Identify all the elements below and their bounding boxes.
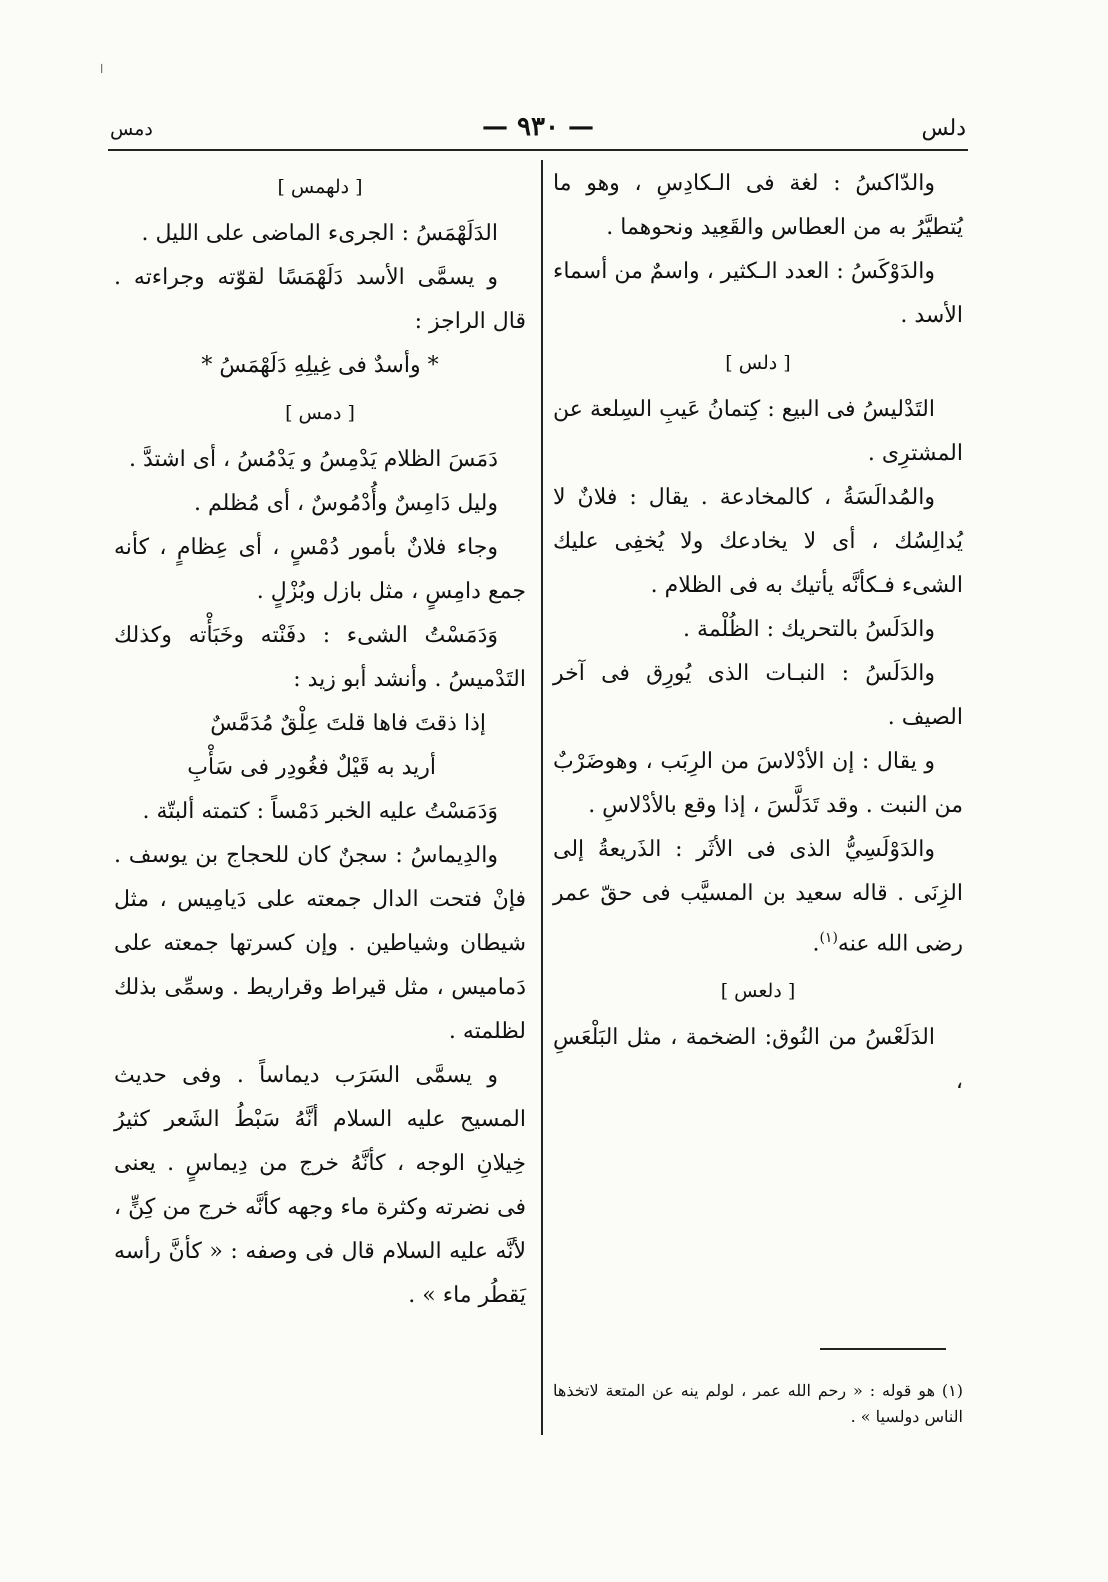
- footnote-rule: [820, 1348, 946, 1350]
- section-heading-dlas: [ دلعس ]: [720, 980, 796, 1003]
- entry-dalas-plant: والدَلَسُ : النبـات الذى يُورِق فى آخر الصيف .: [553, 661, 963, 730]
- entry-dalhamas-lion: و يسمَّى الأسد دَلَهْمَسًا لقوّته وجراءته . قال الراجز :: [114, 265, 526, 334]
- entry-damast-khabar: وَدَمَسْتُ عليه الخبر دَمْساً : كتمته ألبتّة .: [142, 799, 498, 824]
- entry-dawlasi-text: والدَوْلَسِيُّ الذى فى الأثَر : الذَريعةُ إلى الزِنَى . قاله سعيد بن المسيَّب فى حقّ عمر رضى الله عنه: [553, 837, 963, 957]
- header-rule: [108, 149, 968, 151]
- entry-tadmis: وَدَمَسْتُ الشىء : دفَنْته وخَبَأْته وكذلك التَدْميسُ . وأنشد أبو زيد :: [114, 623, 526, 692]
- left-column: [114, 162, 526, 1318]
- entry-dawkas: والدَوْكَسُ : العدد الـكثير ، واسمٌ من أسماء الأسد .: [553, 259, 963, 328]
- verse-line-2: أريد به قَيْلٌ فغُودِر فى سَأْبِ: [187, 755, 436, 780]
- entry-damis: وليل دَامِسٌ وأُدْمُوسٌ ، أى مُظلم .: [193, 491, 498, 516]
- column-divider: [541, 160, 543, 1435]
- entry-damasa: دَمَسَ الظلام يَدْمِسُ و يَدْمُسُ ، أى اشتدَّ .: [129, 447, 498, 472]
- footnote-ref[interactable]: (١): [819, 930, 838, 946]
- verse-line-1: إذا ذقتَ فاها قلتَ عِلْقٌ مُدَمَّسٌ: [210, 711, 486, 736]
- entry-dalhamas: الدَلَهْمَسُ : الجرىء الماضى على الليل .: [141, 221, 498, 246]
- entry-dakis: والدّاكسُ : لغة فى الـكادِسِ ، وهو ما يُتطيَّرُ به من العطاس والقَعِيد ونحوهما .: [553, 171, 963, 240]
- entry-dums: وجاء فلانٌ بأمور دُمْسٍ ، أى عِظامٍ ، كأنه جمع دامِسٍ ، مثل بازل وبُزْلٍ .: [114, 535, 526, 604]
- entry-adlas: و يقال : إن الأدْلاسَ من الرِبَب ، وهوضَرْبٌ من النبت . وقد تَدَلَّسَ ، إذا وقع بالأدْلاسِ .: [553, 749, 963, 818]
- section-heading-dlhms: [ دلهمس ]: [277, 176, 363, 198]
- right-column: [553, 162, 963, 1104]
- running-header: [108, 112, 968, 146]
- page-number: — ٩٣٠ —: [481, 112, 595, 142]
- section-heading-dls: [ دلس ]: [725, 352, 791, 374]
- header-right-word: دلس: [921, 116, 966, 141]
- margin-mark: ا: [100, 62, 104, 76]
- entry-mudalasa: والمُدالَسَةُ ، كالمخادعة . يقال : فلانٌ لا يُدالِسُك ، أى لا يخادعك ولا يُخفِى عليك الشىء فـكأنَّه يأتيك به فى الظلام .: [553, 485, 963, 598]
- entry-tadlis: التَدْليسُ فى البيع : كِتمانُ عَيبِ السِلعة عن المشترِى .: [553, 397, 963, 466]
- verse-rajaz: * وأسدٌ فى غِيلِهِ دَلَهْمَسُ *: [201, 353, 439, 378]
- footnote: [553, 1378, 963, 1430]
- entry-dalas-dark: والدَلَسُ بالتحريك : الظُلْمة .: [683, 617, 935, 642]
- section-heading-dms: [ دمس ]: [285, 402, 355, 424]
- entry-dalas-camel: الدَلَعْسُ من النُوق: الضخمة ، مثل البَلْعَسِ ،: [553, 1025, 963, 1095]
- entry-dimas: والدِيماسُ : سجنٌ كان للحجاج بن يوسف . فإنْ فتحت الدال جمعته على دَيامِيس ، مثل شيطان وشياطين . وإن كسرتها جمعته على دَماميس ، مثل قيراط وقراريط . وسمِّى بذلك لظلمته .: [114, 843, 526, 1044]
- entry-dimas-sarab: و يسمَّى السَرَب ديماساً . وفى حديث المسيح عليه السلام أنَّهُ سَبْطُ الشَعر كثيرُ خِيلانِ الوجه ، كأنَّهُ خرج من دِيماسٍ . يعنى فى نضرته وكثرة ماء وجهه كأنَّه خرج من كِنٍّ ، لأنَّه عليه السلام قال فى وصفه : « كأنَّ رأسه يَقطُر ماء » .: [114, 1063, 526, 1308]
- header-left-word: دمس: [110, 118, 153, 140]
- entry-dawlasi-end: .: [812, 931, 820, 957]
- entry-dawlasi: [553, 828, 963, 966]
- footnote-text: (١) هو قوله : « رحم الله عمر ، لولم ينه عن المتعة لاتخذها الناس دولسيا » .: [553, 1381, 963, 1426]
